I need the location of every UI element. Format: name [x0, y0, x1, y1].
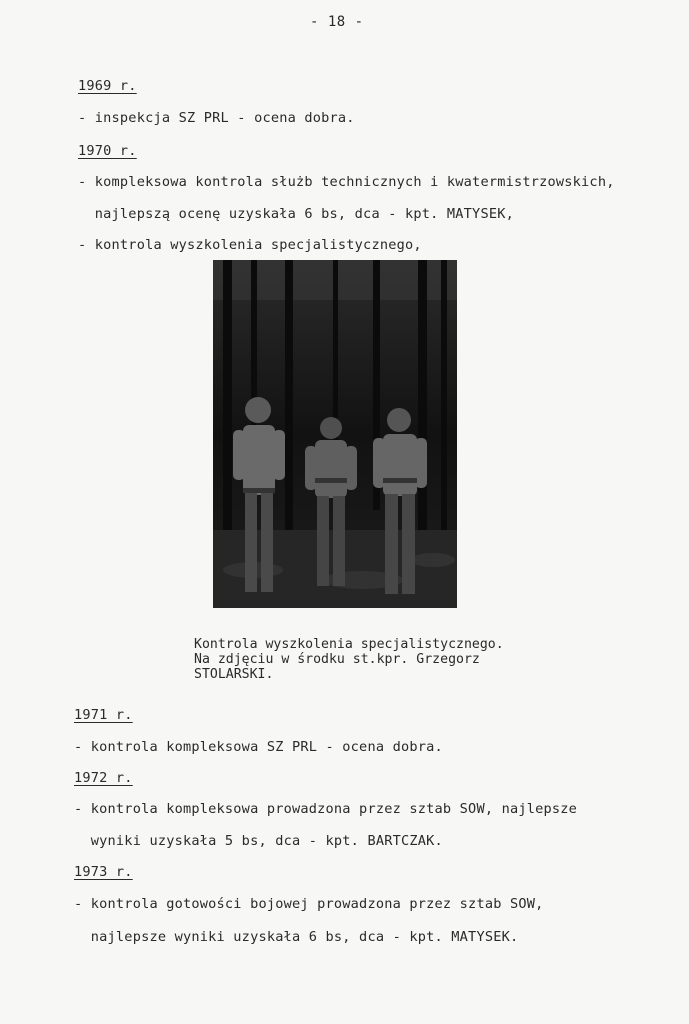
entry-1972-line-2: wyniki uzyskała 5 bs, dca - kpt. BARTCZAK.	[74, 833, 443, 849]
entry-1971-line-1: - kontrola kompleksowa SZ PRL - ocena dobra.	[74, 739, 443, 755]
year-heading-1970: 1970 r.	[78, 143, 137, 159]
photo-caption-line-2: Na zdjęciu w środku st.kpr. Grzegorz	[194, 652, 480, 667]
entry-1969-line-1: - inspekcja SZ PRL - ocena dobra.	[78, 110, 355, 126]
photo-caption-line-1: Kontrola wyszkolenia specjalistycznego.	[194, 637, 504, 652]
entry-1972-line-1: - kontrola kompleksowa prowadzona przez sztab SOW, najlepsze	[74, 801, 578, 817]
year-heading-1971: 1971 r.	[74, 707, 133, 723]
entry-1973-line-2: najlepsze wyniki uzyskała 6 bs, dca - kpt. MATYSEK.	[74, 929, 519, 945]
year-heading-1973: 1973 r.	[74, 864, 133, 880]
entry-1970-line-2: najlepszą ocenę uzyskała 6 bs, dca - kpt. MATYSEK,	[78, 206, 514, 222]
black-and-white-photo-three-soldiers-icon	[213, 260, 457, 608]
entry-1973-line-1: - kontrola gotowości bojowej prowadzona przez sztab SOW,	[74, 896, 544, 912]
year-heading-1969: 1969 r.	[78, 78, 137, 94]
year-heading-1972: 1972 r.	[74, 770, 133, 786]
entry-1970-line-3: - kontrola wyszkolenia specjalistycznego,	[78, 237, 422, 253]
page-number: - 18 -	[310, 14, 364, 30]
entry-1970-line-1: - kompleksowa kontrola służb technicznych i kwatermistrzowskich,	[78, 174, 615, 190]
photo-caption-line-3: STOLARSKI.	[194, 667, 274, 682]
soldiers-photo	[213, 260, 457, 608]
